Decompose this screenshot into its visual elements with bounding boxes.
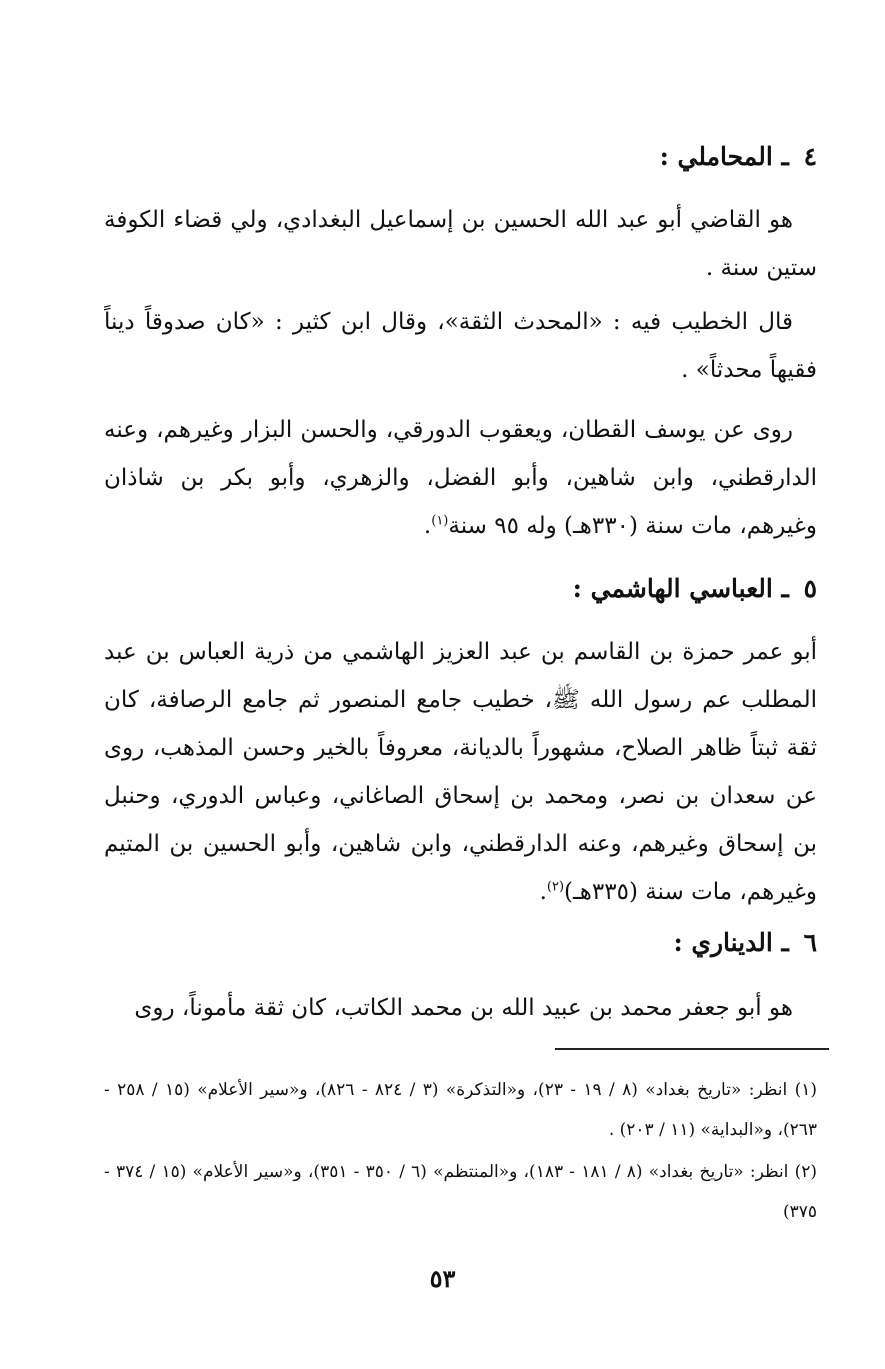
section-heading-6: ٦ ـ الديناري : xyxy=(673,928,817,957)
paragraph xyxy=(104,298,817,394)
footnote-text: (٢) انظر: «تاريخ بغداد» (٨ / ١٨١ - ١٨٣)، و«المنتظم» (٦ / ٣٥٠ - ٣٥١)، و«سير الأعلام» (١٥ / ٣٧٤ - ٣٧٥) xyxy=(104,1162,818,1222)
section-number: ٦ xyxy=(803,928,817,957)
page-number: ٥٣ xyxy=(429,1264,456,1293)
paragraph-text: أبو عمر حمزة بن القاسم بن عبد العزيز الهاشمي من ذرية العباس بن عبد المطلب عم رسول الله ﷺ، خطيب جامع المنصور ثم جامع الرصافة، كان ثقة ثبتاً ظاهر الصلاح، مشهوراً بالديانة، معروفاً بالخير وحسن المذهب، روى عن سعدان بن نصر، ومحمد بن إسحاق الصاغاني، وعباس الدوري، وحنبل بن إسحاق وغيرهم، وعنه الدارقطني، وابن شاهين، وأبو الحسين بن المتيم وغيرهم، مات سنة (٣٣٥هـ) xyxy=(104,639,817,905)
section-heading-4: ٤ ـ المحاملي : xyxy=(659,142,817,171)
paragraph-text: هو أبو جعفر محمد بن عبيد الله بن محمد الكاتب، كان ثقة مأموناً، روى xyxy=(134,995,793,1021)
footnote-separator xyxy=(555,1048,829,1050)
paragraph-text: قال الخطيب فيه : «المحدث الثقة»، وقال ابن كثير : «كان صدوقاً ديناً فقيهاً محدثاً» . xyxy=(104,309,817,383)
paragraph: روى عن يوسف القطان، ويعقوب الدورقي، والحسن البزار وغيرهم، وعنه الدارقطني، وابن شاهين، وأبو الفضل، والزهري، وأبو بكر بن شاذان وغيرهم، مات سنة (٣٣٠هـ) وله ٩٥ سنة$^{(١)}$. xyxy=(104,417,817,539)
footnote-text: (١) انظر: «تاريخ بغداد» (٨ / ١٩ - ٢٣)، و«التذكرة» (٣ / ٨٢٤ - ٨٢٦)، و«سير الأعلام» (١٥ / ٢٥٨ - ٢٦٣)، و«البداية» (١١ / ٢٠٣) . xyxy=(104,1080,817,1140)
section-heading-5: ٥ ـ العباسي الهاشمي : xyxy=(572,574,817,603)
paragraph xyxy=(104,196,817,292)
paragraph-text: روى عن يوسف القطان، ويعقوب الدورقي، والحسن البزار وغيرهم، وعنه الدارقطني، وابن شاهين، وأبو الفضل، والزهري، وأبو بكر بن شاذان وغيرهم، مات سنة (٣٣٠هـ) وله ٩٥ سنة xyxy=(104,417,817,539)
section-title: العباسي الهاشمي : xyxy=(572,574,773,603)
footnote-2 xyxy=(104,1152,817,1232)
footnote-reference[interactable]: (٢) xyxy=(546,879,565,895)
section-title: المحاملي : xyxy=(659,142,773,171)
section-number: ٤ xyxy=(803,142,817,171)
paragraph xyxy=(104,984,817,1032)
section-title: الديناري : xyxy=(673,928,773,957)
section-number: ٥ xyxy=(803,574,817,603)
paragraph-text: هو القاضي أبو عبد الله الحسين بن إسماعيل البغدادي، ولي قضاء الكوفة ستين سنة . xyxy=(104,207,817,281)
footnote-1 xyxy=(104,1070,817,1150)
paragraph: أبو عمر حمزة بن القاسم بن عبد العزيز الهاشمي من ذرية العباس بن عبد المطلب عم رسول الله ﷺ، خطيب جامع المنصور ثم جامع الرصافة، كان ثقة ثبتاً ظاهر الصلاح، مشهوراً بالديانة، معروفاً بالخير وحسن المذهب، روى عن سعدان بن نصر، ومحمد بن إسحاق الصاغاني، وعباس الدوري، وحنبل بن إسحاق وغيرهم، وعنه الدارقطني، وابن شاهين، وأبو الحسين بن المتيم وغيرهم، مات سنة (٣٣٥هـ)$^{(٢)}$. xyxy=(104,639,817,905)
footnote-reference[interactable]: (١) xyxy=(431,513,449,529)
